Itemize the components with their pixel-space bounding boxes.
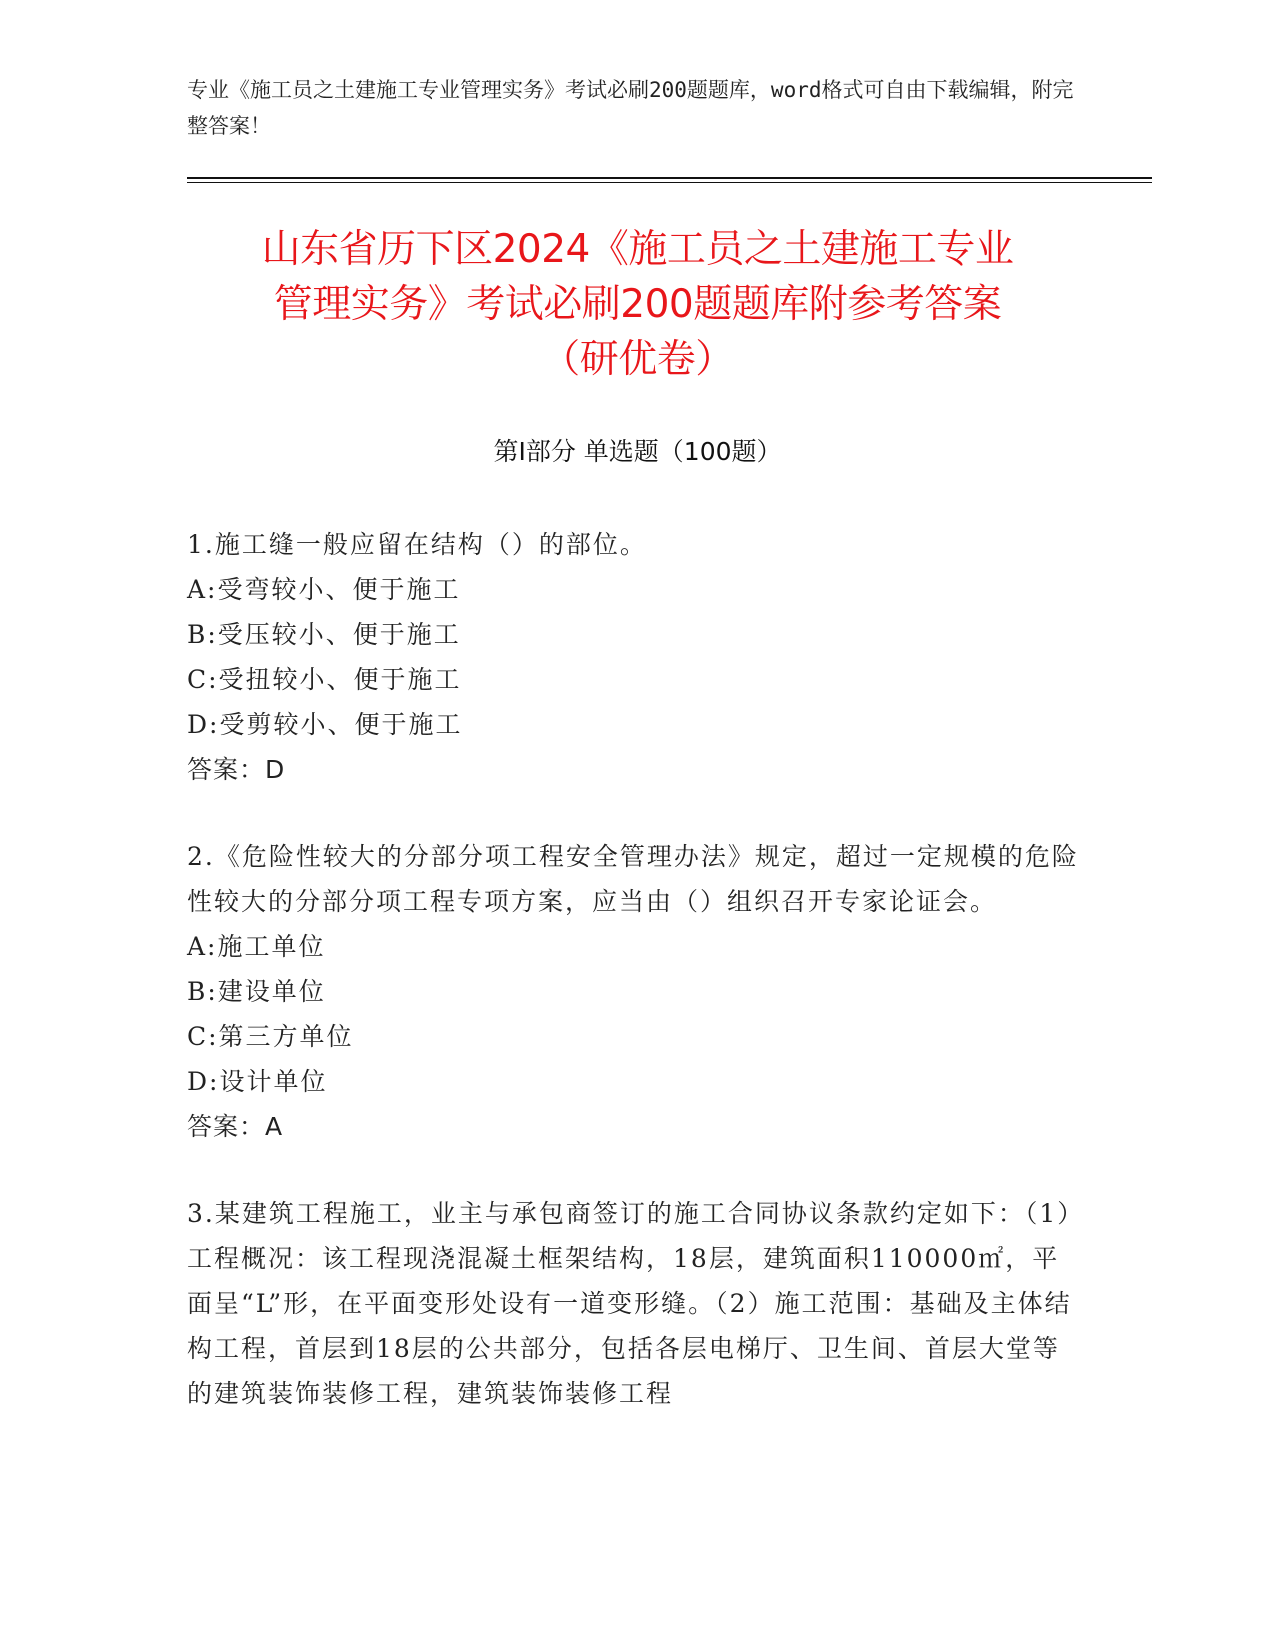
question-1 bbox=[187, 522, 1082, 792]
question-spacer bbox=[187, 792, 1082, 834]
option-a: A:施工单位 bbox=[187, 932, 326, 961]
option-b: B:受压较小、便于施工 bbox=[187, 620, 461, 649]
document-title bbox=[150, 222, 1125, 387]
option-d: D:受剪较小、便于施工 bbox=[187, 710, 463, 739]
question-list bbox=[187, 522, 1082, 1416]
header-divider-thin bbox=[187, 182, 1152, 183]
option-d: D:设计单位 bbox=[187, 1067, 328, 1096]
option-c: C:第三方单位 bbox=[187, 1022, 354, 1051]
header-divider-thick bbox=[187, 177, 1152, 179]
title-line-1: 山东省历下区2024《施工员之土建施工专业 bbox=[261, 227, 1014, 272]
title-line-3: （研优卷） bbox=[541, 337, 734, 382]
document-header-note: 专业《施工员之土建施工专业管理实务》考试必刷200题题库，word格式可自由下载编辑，附完整答案！ bbox=[187, 78, 1074, 138]
title-line-2: 管理实务》考试必刷200题题库附参考答案 bbox=[273, 282, 1002, 327]
question-spacer bbox=[187, 1149, 1082, 1191]
question-3 bbox=[187, 1191, 1082, 1416]
answer: 答案：D bbox=[187, 755, 286, 784]
option-a: A:受弯较小、便于施工 bbox=[187, 575, 461, 604]
question-stem: 1.施工缝一般应留在结构（）的部位。 bbox=[187, 530, 647, 559]
question-stem: 2.《危险性较大的分部分项工程安全管理办法》规定，超过一定规模的危险性较大的分部分项工程专项方案，应当由（）组织召开专家论证会。 bbox=[187, 842, 1079, 916]
question-2 bbox=[187, 834, 1082, 1149]
question-stem: 3.某建筑工程施工，业主与承包商签订的施工合同协议条款约定如下：（1）工程概况：该工程现浇混凝土框架结构，18层，建筑面积110000㎡，平面呈“L”形，在平面变形处设有一道变形缝。（2）施工范围：基础及主体结构工程，首层到18层的公共部分，包括各层电梯厅、卫生间、首层大堂等的建筑装饰装修工程，建筑装饰装修工程 bbox=[187, 1199, 1072, 1408]
section-title: 第Ⅰ部分 单选题（100题） bbox=[493, 437, 782, 466]
answer: 答案：A bbox=[187, 1112, 284, 1141]
option-b: B:建设单位 bbox=[187, 977, 326, 1006]
option-c: C:受扭较小、便于施工 bbox=[187, 665, 462, 694]
